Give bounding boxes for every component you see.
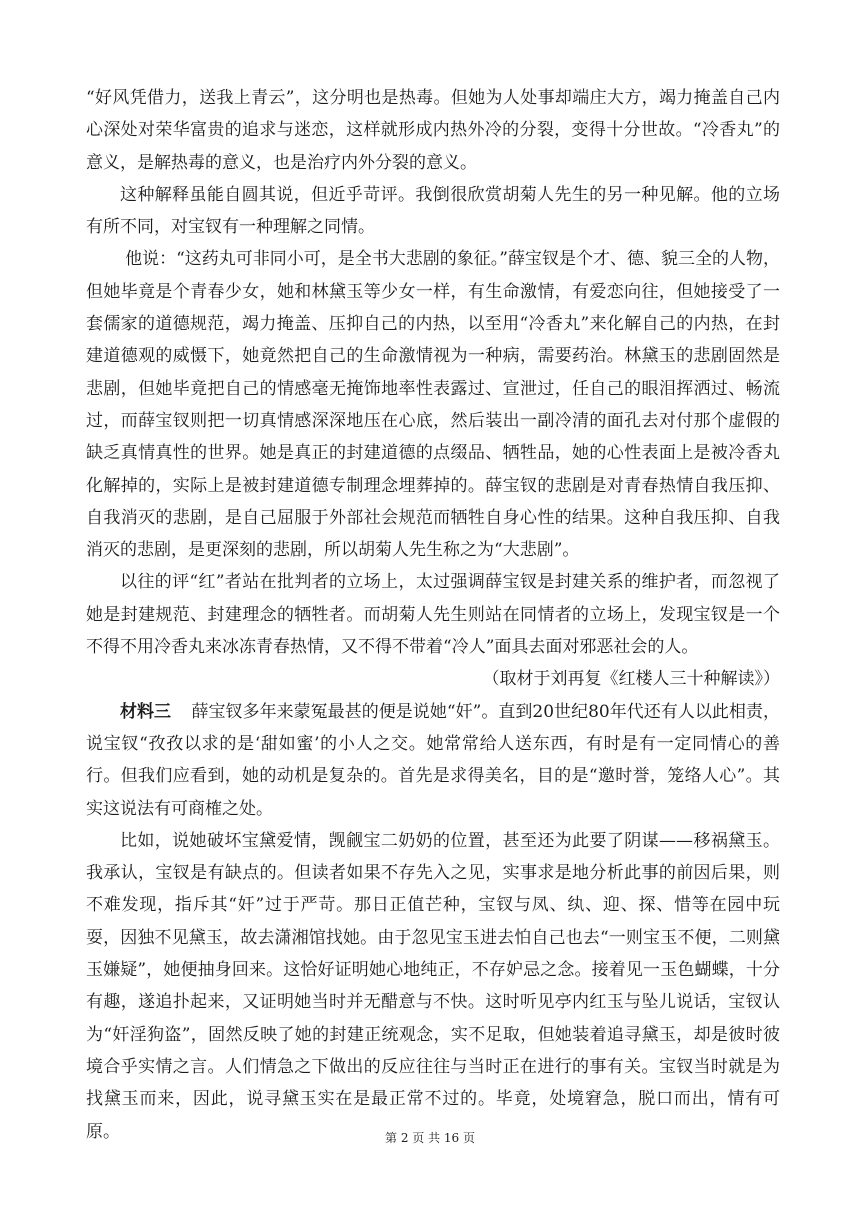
- material-3-paragraph: [86, 696, 780, 825]
- page-footer: 第 2 页 共 16 页: [385, 1131, 475, 1145]
- document-body: [86, 82, 780, 1148]
- paragraph-6: 比如，说她破坏宝黛爱情，觊觎宝二奶奶的位置，甚至还为此要了阴谋——移祸黛玉。我承认，宝钗是有缺点的。但读者如果不存先入之见，实事求是地分析此事的前因后果，则不难发现，指斥其“奸”过于严苛。那日正值芒种，宝钗与凤、纨、迎、探、惜等在园中玩耍，因独不见黛玉，故去潇湘馆找她。由于忽见宝玉进去怕自己也去“一则宝玉不便，二则黛玉嫌疑”，她便抽身回来。这恰好证明她心地纯正，不存妒忌之念。接着见一玉色蝴蝶，十分有趣，遂追扑起来，又证明她当时并无醋意与不快。这时听见亭内红玉与坠儿说话，宝钗认为“奸淫狗盗”，固然反映了她的封建正统观念，实不足取，但她装着追寻黛玉，却是彼时彼境合乎实情之言。人们情急之下做出的反应往往与当时正在进行的事有关。宝钗当时就是为找黛玉而来，因此，说寻黛玉实在是最正常不过的。毕竟，处境窘急，脱口而出，情有可原。: [86, 830, 780, 1142]
- paragraph-2: 这种解释虽能自圆其说，但近乎苛评。我倒很欣赏胡菊人先生的另一种见解。他的立场有所不同，对宝钗有一种理解之同情。: [86, 184, 780, 238]
- paragraph-1: “好风凭借力，送我上青云”，这分明也是热毒。但她为人处事却端庄大方，竭力掩盖自己内心深处对荣华富贵的追求与迷恋，这样就形成内热外冷的分裂，变得十分世故。“冷香丸”的意义，是解热毒的意义，也是治疗内外分裂的意义。: [86, 88, 780, 173]
- source-citation: （取材于刘再复《红楼人三十种解读》）: [482, 669, 780, 690]
- paragraph-4: 以往的评“红”者站在批判者的立场上，太过强调薛宝钗是封建关系的维护者，而忽视了她是封建规范、封建理念的牺牲者。而胡菊人先生则站在同情者的立场上，发现宝钗是一个不得不用冷香丸来冰冻青春热情，又不得不带着“冷人”面具去面对邪恶社会的人。: [86, 572, 780, 658]
- paragraph-5-text: 薛宝钗多年来蒙冤最甚的便是说她“奸”。直到20世纪80年代还有人以此相责，说宝钗“孜孜以求的是‘甜如蜜’的小人之交。她常常给人送东西，有时是有一定同情心的善行。但我们应看到，她的动机是复杂的。首先是求得美名，目的是“邀时誉，笼络人心”。其实这说法有可商榷之处。: [86, 701, 780, 819]
- paragraph-3: 他说：“这药丸可非同小可，是全书大悲剧的象征。”薛宝钗是个才、德、貌三全的人物，但她毕竟是个青春少女，她和林黛玉等少女一样，有生命激情，有爱恋向往，但她接受了一套儒家的道德规范，竭力掩盖、压抑自己的内热，以至用“冷香丸”来化解自己的内热，在封建道德观的威慑下，她竟然把自己的生命激情视为一种病，需要药治。林黛玉的悲剧固然是悲剧，但她毕竟把自己的情感毫无掩饰地率性表露过、宣泄过，任自己的眼泪挥洒过、畅流过，而薛宝钗则把一切真情感深深地压在心底，然后装出一副冷清的面孔去对付那个虚假的缺乏真情真性的世界。她是真正的封建道德的点缀品、牺牲品，她的心性表面上是被冷香丸化解掉的，实际上是被封建道德专制理念埋葬掉的。薛宝钗的悲剧是对青春热情自我压抑、自我消灭的悲剧，是自己屈服于外部社会规范而牺牲自身心性的结果。这种自我压抑、自我消灭的悲剧，是更深刻的悲剧，所以胡菊人先生称之为“大悲剧”。: [86, 249, 780, 561]
- material-3-label: 材料三: [120, 701, 172, 722]
